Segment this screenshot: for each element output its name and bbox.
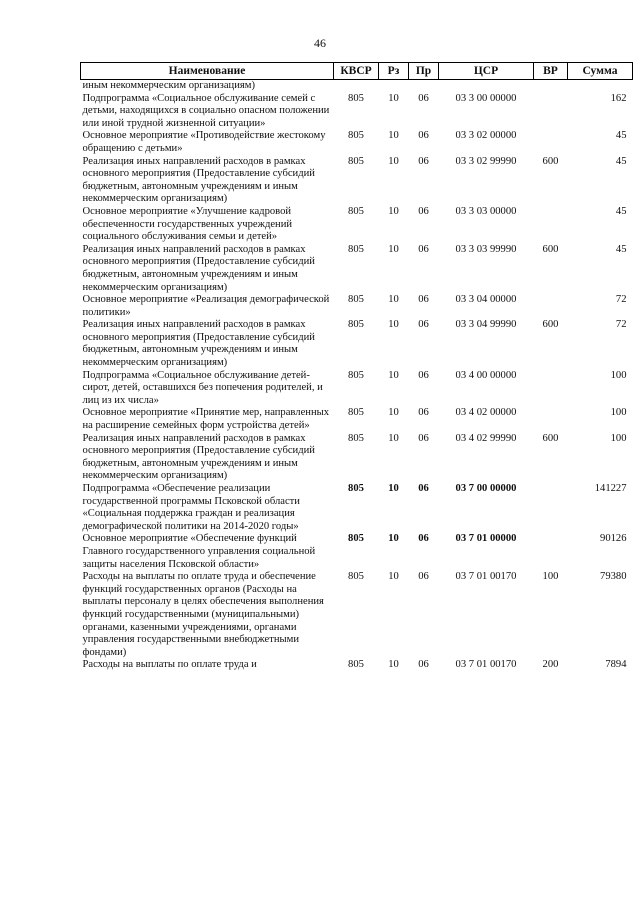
cell-kvsr: 805 [348, 483, 364, 494]
table-header-row [81, 63, 633, 80]
column-header-vr: ВР [534, 63, 568, 80]
cell-csr [439, 80, 534, 93]
cell-vr [534, 533, 568, 571]
cell-vr [534, 483, 568, 533]
cell-pr: 06 [418, 92, 429, 104]
cell-csr: 03 3 03 99990 [455, 243, 517, 255]
cell-pr: 06 [418, 571, 429, 583]
cell-name: Основное мероприятие «Улучшение кадровой обеспеченности государственных учреждений социального обслуживания семьи и детей» [82, 205, 293, 243]
cell-kvsr: 805 [348, 571, 364, 583]
table-row [81, 80, 633, 93]
cell-kvsr: 805 [348, 432, 364, 444]
cell-kvsr: 805 [348, 294, 364, 306]
table-row [81, 571, 633, 659]
table-body [81, 80, 633, 672]
cell-csr: 03 7 01 00000 [455, 533, 517, 545]
table-row [81, 433, 633, 483]
cell-rz: 10 [388, 432, 399, 444]
cell-kvsr: 805 [348, 659, 364, 671]
cell-csr: 03 3 04 00000 [455, 294, 517, 306]
cell-name: Основное мероприятие «Принятие мер, направленных на расширение семейных форм устройства детей» [82, 407, 330, 432]
cell-rz: 10 [388, 155, 399, 167]
cell-csr: 03 7 01 00170 [455, 659, 517, 671]
cell-pr: 06 [418, 130, 429, 142]
cell-sum: 100 [610, 407, 627, 419]
cell-sum: 7894 [605, 659, 627, 671]
cell-vr [534, 80, 568, 93]
cell-csr: 03 3 03 00000 [455, 205, 517, 217]
cell-rz: 10 [388, 130, 399, 142]
table-row [81, 370, 633, 408]
table-row [81, 659, 633, 672]
cell-csr: 03 7 01 00170 [455, 571, 517, 583]
table-row [81, 294, 633, 319]
cell-vr: 100 [542, 571, 559, 583]
table-row [81, 244, 633, 294]
cell-rz: 10 [388, 483, 399, 494]
cell-vr: 200 [542, 659, 559, 671]
cell-csr: 03 7 00 00000 [455, 483, 517, 494]
table-row [81, 319, 633, 369]
cell-rz: 10 [388, 369, 399, 381]
cell-vr [534, 130, 568, 155]
cell-kvsr: 805 [348, 243, 364, 255]
cell-csr: 03 4 02 00000 [455, 407, 517, 419]
cell-vr: 600 [542, 155, 559, 167]
cell-pr: 06 [418, 659, 429, 671]
cell-csr: 03 3 04 99990 [455, 319, 517, 331]
cell-rz: 10 [388, 294, 399, 306]
cell-name: Подпрограмма «Социальное обслуживание детей-сирот, детей, оставшихся без попечения родителей, и лиц из их числа» [82, 369, 323, 406]
cell-name: Подпрограмма «Обеспечение реализации государственной программы Псковской области «Социальная поддержка граждан и реализация демографической политики на 2014-2020 годы» [82, 483, 300, 532]
cell-pr: 06 [418, 432, 429, 444]
column-header-rz: Рз [379, 63, 409, 80]
cell-vr [534, 370, 568, 408]
table-row [81, 407, 633, 432]
cell-name: Реализация иных направлений расходов в рамках основного мероприятия (Предоставление субсидий бюджетным, автономным учреждениям и иным некоммерческим организациям) [82, 155, 315, 205]
cell-sum: 45 [615, 205, 627, 217]
cell-kvsr: 805 [348, 369, 364, 381]
cell-vr [534, 294, 568, 319]
cell-kvsr: 805 [348, 205, 364, 217]
cell-sum: 141227 [594, 483, 627, 494]
column-header-kvsr: КВСР [334, 63, 379, 80]
cell-rz: 10 [388, 243, 399, 255]
cell-pr: 06 [418, 369, 429, 381]
cell-vr: 600 [542, 319, 559, 331]
cell-pr: 06 [418, 155, 429, 167]
cell-name: иным некоммерческим организациям) [82, 80, 255, 91]
cell-name: Основное мероприятие «Противодействие жестокому обращению с детьми» [82, 130, 326, 154]
cell-name: Реализация иных направлений расходов в рамках основного мероприятия (Предоставление субсидий бюджетным, автономным учреждениям и иным некоммерческим организациям) [82, 319, 315, 369]
cell-sum [568, 80, 633, 93]
cell-sum: 90126 [600, 533, 627, 545]
cell-pr: 06 [418, 533, 429, 545]
cell-csr: 03 4 02 99990 [455, 432, 517, 444]
cell-sum: 45 [615, 130, 627, 142]
cell-vr: 600 [542, 432, 559, 444]
cell-kvsr: 805 [348, 407, 364, 419]
cell-sum: 45 [615, 155, 627, 167]
cell-csr: 03 4 00 00000 [455, 369, 517, 381]
cell-kvsr: 805 [348, 155, 364, 167]
cell-rz: 10 [388, 205, 399, 217]
cell-rz [379, 80, 409, 93]
table-row [81, 156, 633, 206]
column-header-name: Наименование [81, 63, 334, 80]
cell-kvsr: 805 [348, 92, 364, 104]
table-row [81, 93, 633, 131]
cell-csr: 03 3 00 00000 [455, 92, 517, 104]
budget-table [80, 62, 633, 672]
cell-rz: 10 [388, 659, 399, 671]
page-number: 46 [314, 36, 326, 50]
cell-pr: 06 [418, 243, 429, 255]
cell-rz: 10 [388, 92, 399, 104]
cell-name: Основное мероприятие «Обеспечение функций Главного государственного управления социальной защиты населения Псковской области» [82, 533, 316, 570]
cell-kvsr: 805 [348, 130, 364, 142]
cell-kvsr: 805 [348, 533, 364, 545]
cell-sum: 72 [615, 319, 627, 331]
table-row [81, 483, 633, 533]
cell-pr: 06 [418, 407, 429, 419]
cell-rz: 10 [388, 533, 399, 545]
cell-kvsr [334, 80, 379, 93]
cell-rz: 10 [388, 407, 399, 419]
table-row [81, 206, 633, 244]
cell-name: Подпрограмма «Социальное обслуживание семей с детьми, находящихся в социально опасном положении или иной трудной жизненной ситуации» [82, 92, 330, 129]
cell-sum: 100 [610, 369, 627, 381]
cell-pr: 06 [418, 205, 429, 217]
cell-csr: 03 3 02 99990 [455, 155, 517, 167]
cell-name: Реализация иных направлений расходов в рамках основного мероприятия (Предоставление субсидий бюджетным, автономным учреждениям и иным некоммерческим организациям) [82, 432, 315, 482]
cell-sum: 45 [615, 243, 627, 255]
cell-pr [409, 80, 439, 93]
cell-pr: 06 [418, 319, 429, 331]
column-header-sum: Сумма [568, 63, 633, 80]
table-row [81, 533, 633, 571]
cell-vr [534, 206, 568, 244]
column-header-csr: ЦСР [439, 63, 534, 80]
column-header-pr: Пр [409, 63, 439, 80]
table-row [81, 130, 633, 155]
cell-sum: 162 [610, 92, 627, 104]
cell-sum: 79380 [600, 571, 627, 583]
cell-name: Расходы на выплаты по оплате труда и [82, 659, 257, 671]
cell-name: Расходы на выплаты по оплате труда и обеспечение функций государственных органов (Расходы на выплаты персоналу в целях обеспечения выполнения функций государственными (муниципальными) органами, казенными учреждениями, органами управления государственными внебюджетными фондами) [82, 571, 324, 658]
cell-pr: 06 [418, 483, 429, 494]
cell-vr [534, 93, 568, 131]
cell-csr: 03 3 02 00000 [455, 130, 517, 142]
cell-rz: 10 [388, 571, 399, 583]
cell-kvsr: 805 [348, 319, 364, 331]
cell-name: Основное мероприятие «Реализация демографической политики» [82, 294, 330, 318]
cell-name: Реализация иных направлений расходов в рамках основного мероприятия (Предоставление субсидий бюджетным, автономным учреждениям и иным некоммерческим организациям) [82, 243, 315, 293]
cell-vr: 600 [542, 243, 559, 255]
cell-sum: 100 [610, 432, 627, 444]
cell-pr: 06 [418, 294, 429, 306]
cell-vr [534, 407, 568, 432]
cell-sum: 72 [615, 294, 627, 306]
cell-rz: 10 [388, 319, 399, 331]
